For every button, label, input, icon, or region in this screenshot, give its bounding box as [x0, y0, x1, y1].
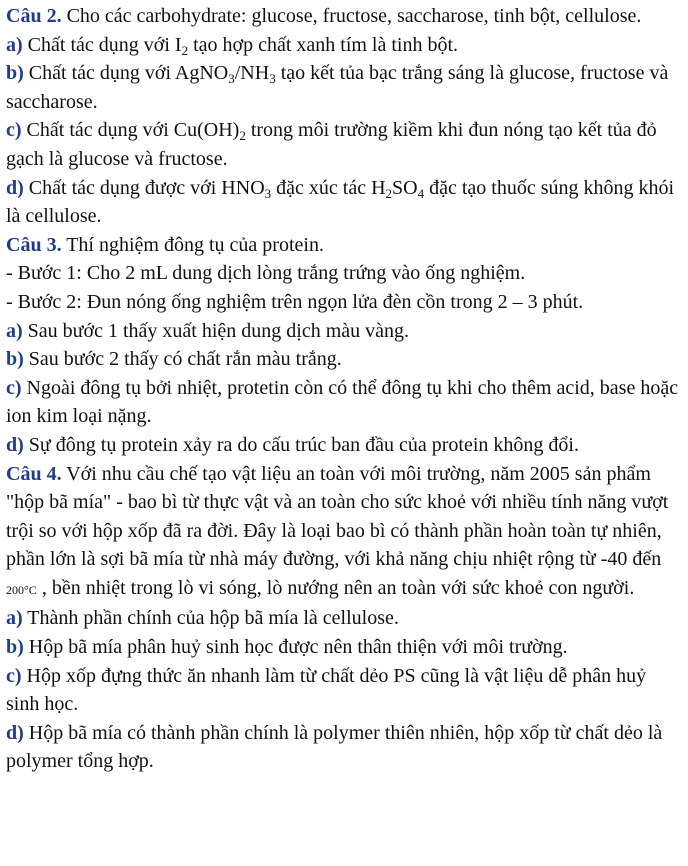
q2-a-text-2: tạo hợp chất xanh tím là tinh bột. — [188, 33, 459, 56]
q2-b-text-1: Chất tác dụng với AgNO — [23, 62, 229, 85]
q4-c-text: Hộp xốp đựng thức ăn nhanh làm từ chất dẻo PS cũng là vật liệu dễ phân huỷ sinh học. — [6, 664, 647, 716]
q4-title: Câu 4. — [6, 462, 62, 485]
q3-a-text: Sau bước 1 thấy xuất hiện dung dịch màu vàng. — [22, 319, 410, 342]
q2-option-b — [6, 59, 682, 116]
q4-b-text: Hộp bã mía phân huỷ sinh học được nên thân thiện với môi trường. — [23, 636, 568, 659]
q3-title: Câu 3. — [6, 233, 62, 256]
q2-d-text-2: đặc xúc tác H — [271, 176, 386, 199]
q4-temperature: 200°C — [6, 582, 37, 597]
q2-a-text-1: Chất tác dụng với I — [22, 33, 182, 56]
q2-a-sub-1: 2 — [181, 42, 189, 58]
q4-intro-text-1: Với nhu cầu chế tạo vật liệu an toàn với môi trường, năm 2005 sản phẩm "hộp bã mía" - bao bì từ thực vật và an toàn cho sức khoẻ với nhiều tính năng vượt trội so với hộp xốp đã ra đời. Đây là loại bao bì có thành phần hoàn toàn tự nhiên, phần lớn là sợi bã mía từ nhà máy đường, với khả năng chịu nhiệt rộng từ -40 đến — [6, 462, 669, 571]
q2-d-text-1: Chất tác dụng được với HNO — [23, 176, 265, 199]
q2-option-c — [6, 116, 682, 173]
q4-c-label: c) — [6, 664, 22, 687]
q3-c-label: c) — [6, 376, 22, 399]
q2-c-sub-1: 2 — [239, 128, 246, 144]
q2-title: Câu 2. — [6, 5, 62, 27]
q2-b-sub-2: 3 — [269, 71, 276, 87]
q3-step-2: - Bước 2: Đun nóng ống nghiệm trên ngọn lửa đèn cồn trong 2 – 3 phút. — [6, 290, 584, 313]
q2-intro-text: Cho các carbohydrate: glucose, fructose, saccharose, tinh bột, cellulose. — [61, 5, 642, 27]
q2-c-text-1: Chất tác dụng với Cu(OH) — [21, 119, 240, 142]
q4-option-b — [6, 633, 682, 662]
q2-d-text-3: SO — [392, 176, 418, 199]
q4-option-a — [6, 604, 682, 633]
q2-c-label: c) — [6, 119, 22, 142]
q3-d-text: Sự đông tụ protein xảy ra do cấu trúc ban đầu của protein không đổi. — [23, 433, 579, 456]
q4-a-label: a) — [6, 607, 23, 630]
q4-d-label: d) — [6, 721, 24, 744]
q4-d-text: Hộp bã mía có thành phần chính là polymer thiên nhiên, hộp xốp từ chất dẻo là polymer tổng hợp. — [6, 721, 663, 773]
q3-intro-text: Thí nghiệm đông tụ của protein. — [61, 233, 324, 256]
q2-b-text-2: /NH — [234, 62, 270, 85]
q3-option-d — [6, 431, 682, 460]
q3-step-1: - Bước 1: Cho 2 mL dung dịch lòng trắng trứng vào ống nghiệm. — [6, 262, 526, 285]
q2-intro — [6, 2, 682, 31]
q2-c-text-2: trong môi trường kiềm khi đun nóng tạo kết tủa đỏ gạch là glucose và fructose. — [6, 119, 657, 170]
q2-d-sub-2: 2 — [385, 185, 393, 201]
q4-b-label: b) — [6, 636, 24, 659]
q3-d-label: d) — [6, 433, 24, 456]
q3-a-label: a) — [6, 319, 23, 342]
q2-option-a — [6, 31, 682, 60]
q2-d-text-4: đặc tạo thuốc súng không khói là cellulose. — [6, 176, 675, 228]
q3-b-label: b) — [6, 348, 24, 371]
q2-d-sub-3: 4 — [417, 185, 425, 201]
q3-intro — [6, 231, 682, 260]
q2-b-text-3: tạo kết tủa bạc trắng sáng là glucose, fructose và saccharose. — [6, 62, 669, 113]
q2-b-label: b) — [6, 62, 24, 85]
q2-option-d — [6, 174, 682, 231]
q4-option-d — [6, 719, 682, 776]
q3-b-text: Sau bước 2 thấy có chất rắn màu trắng. — [23, 348, 342, 371]
q3-option-a — [6, 317, 682, 346]
q4-intro — [6, 460, 682, 605]
q4-option-c — [6, 662, 682, 719]
q3-option-b — [6, 345, 682, 374]
q4-intro-text-2: , bền nhiệt trong lò vi sóng, lò nướng nên an toàn với sức khoẻ con người. — [36, 576, 635, 599]
q2-b-sub-1: 3 — [228, 71, 235, 87]
q2-d-sub-1: 3 — [264, 185, 272, 201]
q2-a-label: a) — [6, 33, 23, 56]
q2-d-label: d) — [6, 176, 24, 199]
q4-a-text: Thành phần chính của hộp bã mía là cellulose. — [22, 607, 399, 630]
q3-c-text: Ngoài đông tụ bởi nhiệt, protetin còn có thể đông tụ khi cho thêm acid, base hoặc ion kim loại nặng. — [6, 376, 679, 428]
q3-option-c — [6, 374, 682, 431]
document-page — [6, 2, 682, 776]
